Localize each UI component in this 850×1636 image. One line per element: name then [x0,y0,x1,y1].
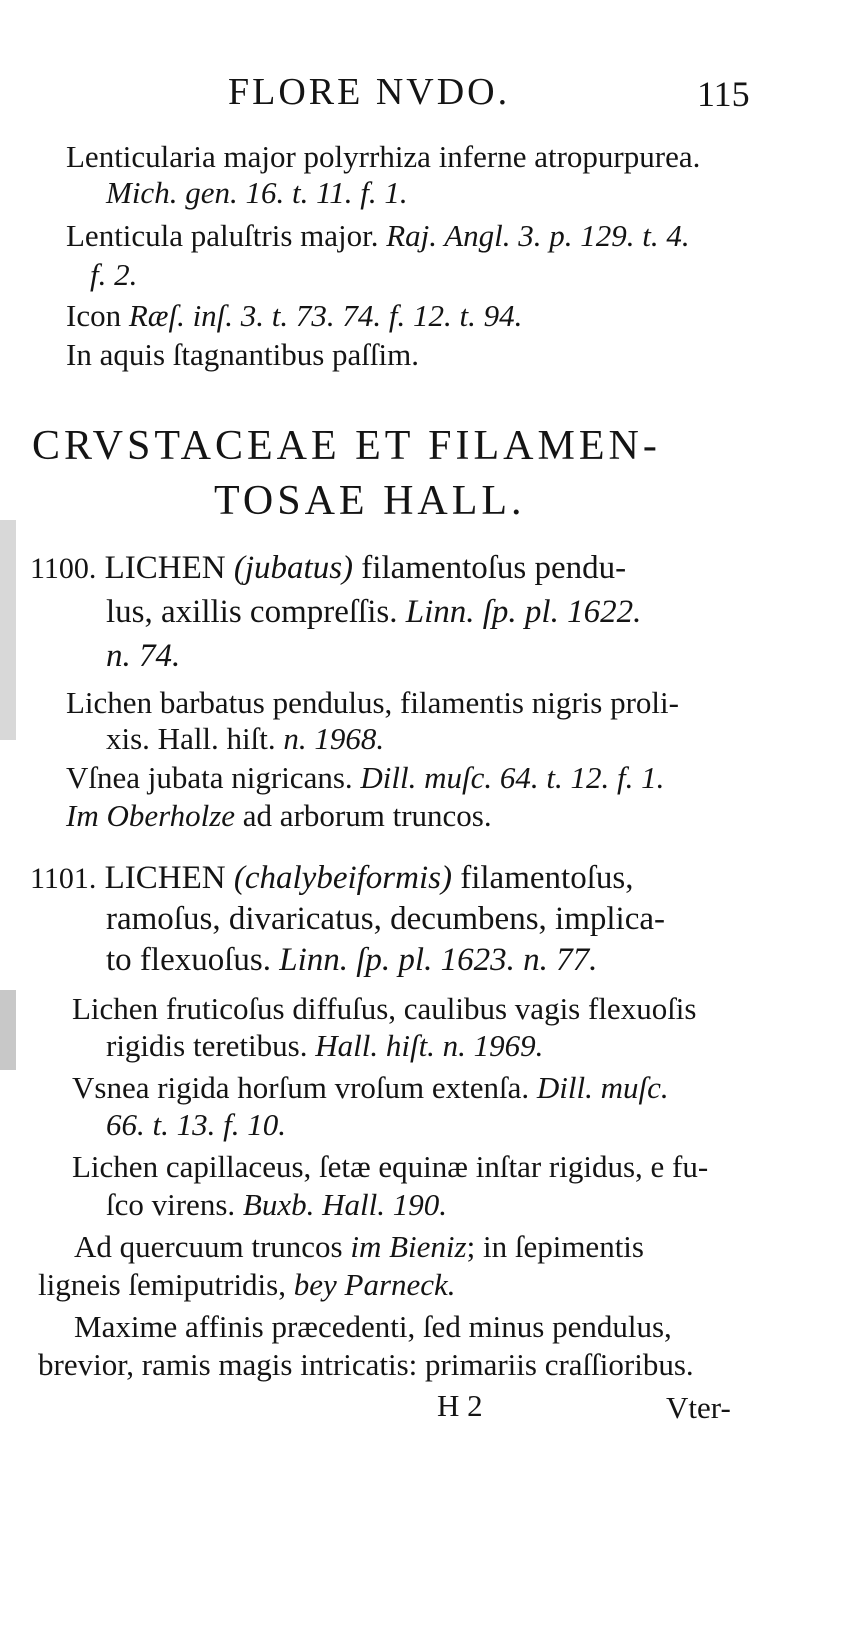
icon-label: Icon [66,298,122,333]
synonym-text: Lenticula paluſtris major. [66,218,379,253]
synonym-text: Vsnea rigida horſum vroſum extenſa. [72,1070,530,1105]
citation: Linn. ſp. pl. 1623. n. 77. [279,942,598,978]
note-line: brevior, ramis magis intricatis: primariis craſſioribus. [38,1347,694,1382]
diagnosis-text: filamentoſus pendu- [361,550,627,586]
signature-mark: H 2 [437,1388,483,1423]
synonym-text: ſco virens. [106,1187,236,1222]
synonym-line [66,762,664,793]
citation: Dill. muſc. [536,1070,669,1105]
citation: Hall. hiſt. n. 1969. [315,1028,544,1063]
species-epithet: (chalybeiformis) [233,860,452,896]
entry-number: 1101. [30,862,97,895]
synonym-text: xis. Hall. hiſt. [106,721,276,756]
synonym-line [106,1030,543,1061]
citation: n. 1968. [283,721,385,756]
citation-line: n. 74. [106,638,181,674]
running-head: FLORE NVDO. [228,71,511,113]
synonym-line [106,723,384,754]
entry-heading [30,552,626,585]
icon-reference-line [66,300,522,331]
habitat-line [74,1231,644,1262]
page-edge-shadow [0,520,16,740]
synonym-line [106,1189,447,1220]
diagnosis-text: lus, axillis compreſſis. [106,594,398,630]
habitat-line [38,1269,456,1300]
entry-number: 1100. [30,552,97,585]
habitat-line: In aquis ſtagnantibus paſſim. [66,337,420,372]
species-epithet: (jubatus) [233,550,354,586]
genus-name: LICHEN [104,550,226,586]
catchword: Vter- [666,1390,731,1425]
note-line: Maxime affinis præcedenti, ſed minus pendulus, [74,1309,672,1344]
synonym-line: Lichen barbatus pendulus, filamentis nigris proli- [66,685,679,720]
synonym-text: rigidis teretibus. [106,1028,308,1063]
citation: Linn. ſp. pl. 1622. [405,594,642,630]
synonym-line [66,220,690,251]
diagnosis-text: filamentoſus, [460,860,634,896]
entry-heading [30,862,633,895]
habitat-text: ; in ſepimentis [466,1229,644,1264]
synonym-line [72,1072,669,1103]
citation: Dill. muſc. 64. t. 12. f. 1. [360,760,665,795]
locality: Im Oberholze [66,798,236,833]
page-number: 115 [697,74,750,114]
habitat-line [66,800,492,831]
synonym-line: Lichen fruticoſus diffuſus, caulibus vagis flexuoſis [72,991,697,1026]
synonym-line: Lichen capillaceus, ſetæ equinæ inſtar rigidus, e fu- [72,1149,709,1184]
habitat-text: Ad quercuum truncos [74,1229,343,1264]
habitat-text: ligneis ſemiputridis, [38,1267,286,1302]
citation-line: 66. t. 13. f. 10. [106,1107,286,1142]
diagnosis-line [106,596,641,629]
diagnosis-line [106,944,597,977]
synonym-text: Vſnea jubata nigricans. [66,760,353,795]
diagnosis-text: to flexuoſus. [106,942,271,978]
synonym-line: Lenticularia major polyrrhiza inferne atropurpurea. [66,139,701,174]
locality: im Bieniz [350,1229,467,1264]
citation: Buxb. Hall. 190. [242,1187,447,1222]
citation-line: Mich. gen. 16. t. 11. f. 1. [106,175,408,210]
section-heading: CRVSTACEAE ET FILAMEN- [32,423,661,469]
section-heading: TOSAE HALL. [214,478,526,524]
citation-line: f. 2. [90,257,138,292]
genus-name: LICHEN [104,860,226,896]
citation: Raj. Angl. 3. p. 129. t. 4. [386,218,690,253]
diagnosis-line: ramoſus, divaricatus, decumbens, implica- [106,901,666,937]
citation: Ræſ. inſ. 3. t. 73. 74. f. 12. t. 94. [128,298,523,333]
page-edge-shadow [0,990,16,1070]
locality: bey Parneck. [293,1267,456,1302]
habitat-text: ad arborum truncos. [242,798,492,833]
